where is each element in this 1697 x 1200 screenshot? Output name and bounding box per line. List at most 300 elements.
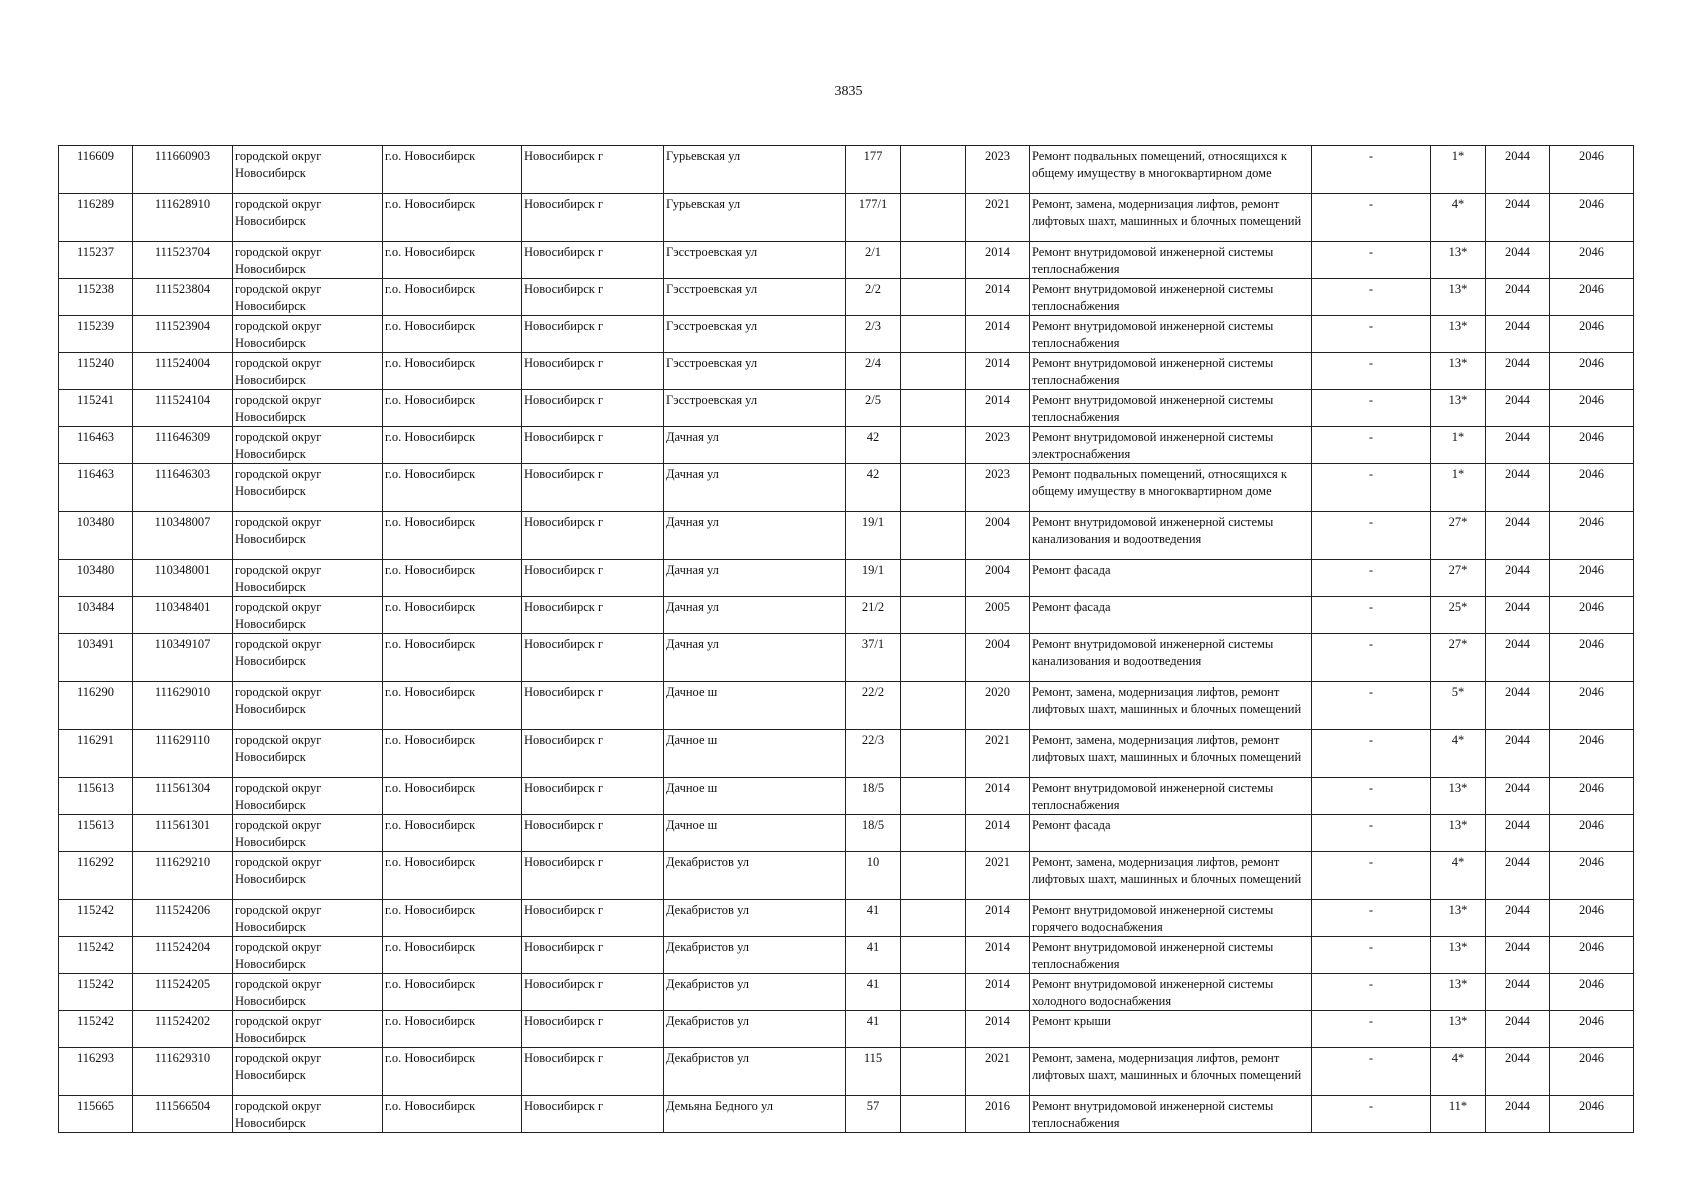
street-cell: Гурьевская ул bbox=[664, 194, 846, 242]
building-cell bbox=[901, 1048, 966, 1096]
start-year-cell: 2044 bbox=[1486, 316, 1550, 353]
house-number-cell: 37/1 bbox=[846, 634, 901, 682]
end-year-cell: 2046 bbox=[1550, 464, 1634, 512]
extra-cell: - bbox=[1312, 194, 1431, 242]
city-cell: Новосибирск г bbox=[522, 852, 664, 900]
city-cell: Новосибирск г bbox=[522, 900, 664, 937]
extra-cell: - bbox=[1312, 974, 1431, 1011]
municipality-cell: городской округ Новосибирск bbox=[233, 730, 383, 778]
end-year-cell: 2046 bbox=[1550, 682, 1634, 730]
district-cell: г.о. Новосибирск bbox=[383, 597, 522, 634]
year-cell: 2014 bbox=[966, 316, 1030, 353]
house-number-cell: 42 bbox=[846, 427, 901, 464]
work-id-cell: 111660903 bbox=[133, 146, 233, 194]
house-id-cell: 115240 bbox=[59, 353, 133, 390]
work-type-cell: Ремонт внутридомовой инженерной системы теплоснабжения bbox=[1030, 390, 1312, 427]
extra-cell: - bbox=[1312, 279, 1431, 316]
street-cell: Гурьевская ул bbox=[664, 146, 846, 194]
district-cell: г.о. Новосибирск bbox=[383, 146, 522, 194]
start-year-cell: 2044 bbox=[1486, 146, 1550, 194]
building-cell bbox=[901, 242, 966, 279]
end-year-cell: 2046 bbox=[1550, 778, 1634, 815]
building-cell bbox=[901, 778, 966, 815]
work-id-cell: 111524204 bbox=[133, 937, 233, 974]
district-cell: г.о. Новосибирск bbox=[383, 778, 522, 815]
house-number-cell: 2/2 bbox=[846, 279, 901, 316]
house-number-cell: 18/5 bbox=[846, 815, 901, 852]
extra-cell: - bbox=[1312, 242, 1431, 279]
building-cell bbox=[901, 146, 966, 194]
building-cell bbox=[901, 316, 966, 353]
work-id-cell: 110349107 bbox=[133, 634, 233, 682]
table-row bbox=[59, 634, 1634, 682]
city-cell: Новосибирск г bbox=[522, 194, 664, 242]
house-id-cell: 115237 bbox=[59, 242, 133, 279]
street-cell: Демьяна Бедного ул bbox=[664, 1096, 846, 1133]
building-cell bbox=[901, 560, 966, 597]
city-cell: Новосибирск г bbox=[522, 464, 664, 512]
year-cell: 2004 bbox=[966, 634, 1030, 682]
house-number-cell: 2/5 bbox=[846, 390, 901, 427]
work-type-cell: Ремонт внутридомовой инженерной системы теплоснабжения bbox=[1030, 353, 1312, 390]
building-cell bbox=[901, 900, 966, 937]
city-cell: Новосибирск г bbox=[522, 1011, 664, 1048]
house-id-cell: 115239 bbox=[59, 316, 133, 353]
municipality-cell: городской округ Новосибирск bbox=[233, 1048, 383, 1096]
city-cell: Новосибирск г bbox=[522, 778, 664, 815]
house-id-cell: 115238 bbox=[59, 279, 133, 316]
building-cell bbox=[901, 427, 966, 464]
street-cell: Гэсстроевская ул bbox=[664, 316, 846, 353]
end-year-cell: 2046 bbox=[1550, 242, 1634, 279]
house-id-cell: 115242 bbox=[59, 937, 133, 974]
house-number-cell: 41 bbox=[846, 974, 901, 1011]
registry-table bbox=[58, 145, 1634, 1133]
district-cell: г.о. Новосибирск bbox=[383, 634, 522, 682]
house-number-cell: 22/2 bbox=[846, 682, 901, 730]
table-row bbox=[59, 194, 1634, 242]
municipality-cell: городской округ Новосибирск bbox=[233, 427, 383, 464]
extra-cell: - bbox=[1312, 852, 1431, 900]
work-type-cell: Ремонт внутридомовой инженерной системы теплоснабжения bbox=[1030, 316, 1312, 353]
district-cell: г.о. Новосибирск bbox=[383, 682, 522, 730]
extra-cell: - bbox=[1312, 815, 1431, 852]
start-year-cell: 2044 bbox=[1486, 974, 1550, 1011]
street-cell: Декабристов ул bbox=[664, 852, 846, 900]
municipality-cell: городской округ Новосибирск bbox=[233, 900, 383, 937]
extra-cell: - bbox=[1312, 937, 1431, 974]
year-cell: 2014 bbox=[966, 353, 1030, 390]
priority-cell: 13* bbox=[1431, 937, 1486, 974]
house-id-cell: 115241 bbox=[59, 390, 133, 427]
table-row bbox=[59, 512, 1634, 560]
house-id-cell: 116291 bbox=[59, 730, 133, 778]
table-row bbox=[59, 390, 1634, 427]
building-cell bbox=[901, 464, 966, 512]
work-type-cell: Ремонт внутридомовой инженерной системы теплоснабжения bbox=[1030, 937, 1312, 974]
district-cell: г.о. Новосибирск bbox=[383, 194, 522, 242]
house-number-cell: 2/1 bbox=[846, 242, 901, 279]
priority-cell: 4* bbox=[1431, 852, 1486, 900]
table-row bbox=[59, 560, 1634, 597]
street-cell: Гэсстроевская ул bbox=[664, 353, 846, 390]
end-year-cell: 2046 bbox=[1550, 194, 1634, 242]
work-id-cell: 111524004 bbox=[133, 353, 233, 390]
year-cell: 2014 bbox=[966, 279, 1030, 316]
year-cell: 2014 bbox=[966, 937, 1030, 974]
municipality-cell: городской округ Новосибирск bbox=[233, 353, 383, 390]
priority-cell: 13* bbox=[1431, 778, 1486, 815]
end-year-cell: 2046 bbox=[1550, 730, 1634, 778]
start-year-cell: 2044 bbox=[1486, 1096, 1550, 1133]
house-number-cell: 42 bbox=[846, 464, 901, 512]
city-cell: Новосибирск г bbox=[522, 242, 664, 279]
district-cell: г.о. Новосибирск bbox=[383, 390, 522, 427]
district-cell: г.о. Новосибирск bbox=[383, 730, 522, 778]
municipality-cell: городской округ Новосибирск bbox=[233, 682, 383, 730]
extra-cell: - bbox=[1312, 778, 1431, 815]
end-year-cell: 2046 bbox=[1550, 852, 1634, 900]
start-year-cell: 2044 bbox=[1486, 815, 1550, 852]
building-cell bbox=[901, 194, 966, 242]
house-number-cell: 41 bbox=[846, 1011, 901, 1048]
building-cell bbox=[901, 279, 966, 316]
extra-cell: - bbox=[1312, 464, 1431, 512]
year-cell: 2023 bbox=[966, 427, 1030, 464]
building-cell bbox=[901, 682, 966, 730]
extra-cell: - bbox=[1312, 560, 1431, 597]
priority-cell: 13* bbox=[1431, 316, 1486, 353]
work-type-cell: Ремонт внутридомовой инженерной системы теплоснабжения bbox=[1030, 242, 1312, 279]
district-cell: г.о. Новосибирск bbox=[383, 242, 522, 279]
city-cell: Новосибирск г bbox=[522, 279, 664, 316]
end-year-cell: 2046 bbox=[1550, 390, 1634, 427]
table-row bbox=[59, 730, 1634, 778]
city-cell: Новосибирск г bbox=[522, 682, 664, 730]
house-id-cell: 103480 bbox=[59, 512, 133, 560]
year-cell: 2016 bbox=[966, 1096, 1030, 1133]
district-cell: г.о. Новосибирск bbox=[383, 560, 522, 597]
extra-cell: - bbox=[1312, 1048, 1431, 1096]
street-cell: Гэсстроевская ул bbox=[664, 390, 846, 427]
priority-cell: 13* bbox=[1431, 242, 1486, 279]
priority-cell: 27* bbox=[1431, 560, 1486, 597]
city-cell: Новосибирск г bbox=[522, 730, 664, 778]
end-year-cell: 2046 bbox=[1550, 815, 1634, 852]
table-row bbox=[59, 1096, 1634, 1133]
house-number-cell: 21/2 bbox=[846, 597, 901, 634]
priority-cell: 13* bbox=[1431, 900, 1486, 937]
building-cell bbox=[901, 390, 966, 427]
table-row bbox=[59, 815, 1634, 852]
street-cell: Дачная ул bbox=[664, 597, 846, 634]
extra-cell: - bbox=[1312, 146, 1431, 194]
house-number-cell: 41 bbox=[846, 937, 901, 974]
extra-cell: - bbox=[1312, 730, 1431, 778]
start-year-cell: 2044 bbox=[1486, 900, 1550, 937]
start-year-cell: 2044 bbox=[1486, 427, 1550, 464]
start-year-cell: 2044 bbox=[1486, 778, 1550, 815]
city-cell: Новосибирск г bbox=[522, 390, 664, 427]
extra-cell: - bbox=[1312, 1096, 1431, 1133]
year-cell: 2014 bbox=[966, 778, 1030, 815]
end-year-cell: 2046 bbox=[1550, 512, 1634, 560]
year-cell: 2014 bbox=[966, 1011, 1030, 1048]
work-id-cell: 111561304 bbox=[133, 778, 233, 815]
priority-cell: 11* bbox=[1431, 1096, 1486, 1133]
work-id-cell: 111523704 bbox=[133, 242, 233, 279]
work-id-cell: 111629110 bbox=[133, 730, 233, 778]
city-cell: Новосибирск г bbox=[522, 512, 664, 560]
house-id-cell: 103480 bbox=[59, 560, 133, 597]
priority-cell: 4* bbox=[1431, 194, 1486, 242]
work-type-cell: Ремонт внутридомовой инженерной системы холодного водоснабжения bbox=[1030, 974, 1312, 1011]
municipality-cell: городской округ Новосибирск bbox=[233, 242, 383, 279]
municipality-cell: городской округ Новосибирск bbox=[233, 937, 383, 974]
year-cell: 2021 bbox=[966, 852, 1030, 900]
house-number-cell: 18/5 bbox=[846, 778, 901, 815]
start-year-cell: 2044 bbox=[1486, 1048, 1550, 1096]
work-type-cell: Ремонт, замена, модернизация лифтов, ремонт лифтовых шахт, машинных и блочных помещений bbox=[1030, 194, 1312, 242]
extra-cell: - bbox=[1312, 390, 1431, 427]
work-type-cell: Ремонт подвальных помещений, относящихся к общему имуществу в многоквартирном доме bbox=[1030, 464, 1312, 512]
start-year-cell: 2044 bbox=[1486, 242, 1550, 279]
house-id-cell: 115242 bbox=[59, 974, 133, 1011]
city-cell: Новосибирск г bbox=[522, 1048, 664, 1096]
priority-cell: 13* bbox=[1431, 353, 1486, 390]
street-cell: Декабристов ул bbox=[664, 974, 846, 1011]
start-year-cell: 2044 bbox=[1486, 852, 1550, 900]
extra-cell: - bbox=[1312, 353, 1431, 390]
building-cell bbox=[901, 815, 966, 852]
end-year-cell: 2046 bbox=[1550, 634, 1634, 682]
year-cell: 2004 bbox=[966, 512, 1030, 560]
work-id-cell: 110348401 bbox=[133, 597, 233, 634]
end-year-cell: 2046 bbox=[1550, 279, 1634, 316]
priority-cell: 1* bbox=[1431, 427, 1486, 464]
year-cell: 2020 bbox=[966, 682, 1030, 730]
work-id-cell: 111561301 bbox=[133, 815, 233, 852]
year-cell: 2014 bbox=[966, 815, 1030, 852]
house-id-cell: 116290 bbox=[59, 682, 133, 730]
end-year-cell: 2046 bbox=[1550, 316, 1634, 353]
house-id-cell: 115665 bbox=[59, 1096, 133, 1133]
municipality-cell: городской округ Новосибирск bbox=[233, 316, 383, 353]
district-cell: г.о. Новосибирск bbox=[383, 900, 522, 937]
table-row bbox=[59, 427, 1634, 464]
work-type-cell: Ремонт, замена, модернизация лифтов, ремонт лифтовых шахт, машинных и блочных помещений bbox=[1030, 682, 1312, 730]
priority-cell: 13* bbox=[1431, 815, 1486, 852]
building-cell bbox=[901, 730, 966, 778]
district-cell: г.о. Новосибирск bbox=[383, 974, 522, 1011]
work-type-cell: Ремонт внутридомовой инженерной системы канализования и водоотведения bbox=[1030, 634, 1312, 682]
district-cell: г.о. Новосибирск bbox=[383, 1011, 522, 1048]
year-cell: 2023 bbox=[966, 146, 1030, 194]
work-id-cell: 111523904 bbox=[133, 316, 233, 353]
end-year-cell: 2046 bbox=[1550, 353, 1634, 390]
extra-cell: - bbox=[1312, 1011, 1431, 1048]
street-cell: Дачная ул bbox=[664, 464, 846, 512]
district-cell: г.о. Новосибирск bbox=[383, 512, 522, 560]
page-number: 3835 bbox=[834, 84, 863, 99]
work-type-cell: Ремонт внутридомовой инженерной системы теплоснабжения bbox=[1030, 1096, 1312, 1133]
street-cell: Гэсстроевская ул bbox=[664, 279, 846, 316]
work-id-cell: 111628910 bbox=[133, 194, 233, 242]
municipality-cell: городской округ Новосибирск bbox=[233, 464, 383, 512]
municipality-cell: городской округ Новосибирск bbox=[233, 815, 383, 852]
work-id-cell: 111629310 bbox=[133, 1048, 233, 1096]
work-id-cell: 111524104 bbox=[133, 390, 233, 427]
priority-cell: 27* bbox=[1431, 512, 1486, 560]
house-number-cell: 177/1 bbox=[846, 194, 901, 242]
work-type-cell: Ремонт, замена, модернизация лифтов, ремонт лифтовых шахт, машинных и блочных помещений bbox=[1030, 1048, 1312, 1096]
end-year-cell: 2046 bbox=[1550, 900, 1634, 937]
extra-cell: - bbox=[1312, 316, 1431, 353]
district-cell: г.о. Новосибирск bbox=[383, 464, 522, 512]
building-cell bbox=[901, 974, 966, 1011]
city-cell: Новосибирск г bbox=[522, 316, 664, 353]
work-type-cell: Ремонт фасада bbox=[1030, 560, 1312, 597]
house-number-cell: 2/4 bbox=[846, 353, 901, 390]
city-cell: Новосибирск г bbox=[522, 937, 664, 974]
work-type-cell: Ремонт подвальных помещений, относящихся к общему имуществу в многоквартирном доме bbox=[1030, 146, 1312, 194]
municipality-cell: городской округ Новосибирск bbox=[233, 852, 383, 900]
table-row bbox=[59, 937, 1634, 974]
municipality-cell: городской округ Новосибирск bbox=[233, 390, 383, 427]
house-id-cell: 103491 bbox=[59, 634, 133, 682]
start-year-cell: 2044 bbox=[1486, 682, 1550, 730]
priority-cell: 27* bbox=[1431, 634, 1486, 682]
house-id-cell: 116292 bbox=[59, 852, 133, 900]
district-cell: г.о. Новосибирск bbox=[383, 1096, 522, 1133]
house-id-cell: 115242 bbox=[59, 1011, 133, 1048]
end-year-cell: 2046 bbox=[1550, 1048, 1634, 1096]
extra-cell: - bbox=[1312, 634, 1431, 682]
street-cell: Дачное ш bbox=[664, 778, 846, 815]
district-cell: г.о. Новосибирск bbox=[383, 1048, 522, 1096]
district-cell: г.о. Новосибирск bbox=[383, 937, 522, 974]
building-cell bbox=[901, 597, 966, 634]
priority-cell: 1* bbox=[1431, 146, 1486, 194]
start-year-cell: 2044 bbox=[1486, 512, 1550, 560]
municipality-cell: городской округ Новосибирск bbox=[233, 560, 383, 597]
street-cell: Гэсстроевская ул bbox=[664, 242, 846, 279]
start-year-cell: 2044 bbox=[1486, 597, 1550, 634]
building-cell bbox=[901, 353, 966, 390]
year-cell: 2014 bbox=[966, 242, 1030, 279]
table-row bbox=[59, 279, 1634, 316]
house-number-cell: 115 bbox=[846, 1048, 901, 1096]
house-id-cell: 116463 bbox=[59, 427, 133, 464]
building-cell bbox=[901, 852, 966, 900]
work-type-cell: Ремонт внутридомовой инженерной системы теплоснабжения bbox=[1030, 778, 1312, 815]
work-type-cell: Ремонт, замена, модернизация лифтов, ремонт лифтовых шахт, машинных и блочных помещений bbox=[1030, 852, 1312, 900]
street-cell: Дачная ул bbox=[664, 634, 846, 682]
city-cell: Новосибирск г bbox=[522, 146, 664, 194]
house-id-cell: 116463 bbox=[59, 464, 133, 512]
work-id-cell: 110348007 bbox=[133, 512, 233, 560]
city-cell: Новосибирск г bbox=[522, 634, 664, 682]
end-year-cell: 2046 bbox=[1550, 974, 1634, 1011]
municipality-cell: городской округ Новосибирск bbox=[233, 634, 383, 682]
house-number-cell: 10 bbox=[846, 852, 901, 900]
street-cell: Дачная ул bbox=[664, 560, 846, 597]
street-cell: Декабристов ул bbox=[664, 1011, 846, 1048]
table-row bbox=[59, 316, 1634, 353]
table-row bbox=[59, 852, 1634, 900]
end-year-cell: 2046 bbox=[1550, 560, 1634, 597]
start-year-cell: 2044 bbox=[1486, 634, 1550, 682]
table-row bbox=[59, 597, 1634, 634]
work-id-cell: 111629010 bbox=[133, 682, 233, 730]
street-cell: Декабристов ул bbox=[664, 937, 846, 974]
year-cell: 2014 bbox=[966, 900, 1030, 937]
work-type-cell: Ремонт фасада bbox=[1030, 815, 1312, 852]
extra-cell: - bbox=[1312, 682, 1431, 730]
priority-cell: 4* bbox=[1431, 730, 1486, 778]
work-type-cell: Ремонт крыши bbox=[1030, 1011, 1312, 1048]
year-cell: 2005 bbox=[966, 597, 1030, 634]
municipality-cell: городской округ Новосибирск bbox=[233, 146, 383, 194]
house-number-cell: 19/1 bbox=[846, 560, 901, 597]
street-cell: Декабристов ул bbox=[664, 1048, 846, 1096]
priority-cell: 13* bbox=[1431, 974, 1486, 1011]
start-year-cell: 2044 bbox=[1486, 464, 1550, 512]
year-cell: 2021 bbox=[966, 730, 1030, 778]
work-id-cell: 111524205 bbox=[133, 974, 233, 1011]
street-cell: Дачное ш bbox=[664, 682, 846, 730]
extra-cell: - bbox=[1312, 427, 1431, 464]
work-type-cell: Ремонт внутридомовой инженерной системы канализования и водоотведения bbox=[1030, 512, 1312, 560]
municipality-cell: городской округ Новосибирск bbox=[233, 194, 383, 242]
street-cell: Дачное ш bbox=[664, 815, 846, 852]
municipality-cell: городской округ Новосибирск bbox=[233, 597, 383, 634]
work-type-cell: Ремонт внутридомовой инженерной системы электроснабжения bbox=[1030, 427, 1312, 464]
table-row bbox=[59, 1048, 1634, 1096]
city-cell: Новосибирск г bbox=[522, 427, 664, 464]
house-id-cell: 116289 bbox=[59, 194, 133, 242]
year-cell: 2021 bbox=[966, 1048, 1030, 1096]
municipality-cell: городской округ Новосибирск bbox=[233, 512, 383, 560]
house-number-cell: 41 bbox=[846, 900, 901, 937]
end-year-cell: 2046 bbox=[1550, 1096, 1634, 1133]
start-year-cell: 2044 bbox=[1486, 730, 1550, 778]
district-cell: г.о. Новосибирск bbox=[383, 316, 522, 353]
work-id-cell: 111524202 bbox=[133, 1011, 233, 1048]
municipality-cell: городской округ Новосибирск bbox=[233, 778, 383, 815]
work-type-cell: Ремонт, замена, модернизация лифтов, ремонт лифтовых шахт, машинных и блочных помещений bbox=[1030, 730, 1312, 778]
district-cell: г.о. Новосибирск bbox=[383, 815, 522, 852]
year-cell: 2004 bbox=[966, 560, 1030, 597]
city-cell: Новосибирск г bbox=[522, 815, 664, 852]
district-cell: г.о. Новосибирск bbox=[383, 353, 522, 390]
house-number-cell: 22/3 bbox=[846, 730, 901, 778]
year-cell: 2014 bbox=[966, 974, 1030, 1011]
extra-cell: - bbox=[1312, 597, 1431, 634]
work-type-cell: Ремонт фасада bbox=[1030, 597, 1312, 634]
building-cell bbox=[901, 1011, 966, 1048]
municipality-cell: городской округ Новосибирск bbox=[233, 974, 383, 1011]
street-cell: Дачное ш bbox=[664, 730, 846, 778]
extra-cell: - bbox=[1312, 512, 1431, 560]
work-id-cell: 111523804 bbox=[133, 279, 233, 316]
work-id-cell: 111629210 bbox=[133, 852, 233, 900]
table-row bbox=[59, 464, 1634, 512]
priority-cell: 4* bbox=[1431, 1048, 1486, 1096]
municipality-cell: городской округ Новосибирск bbox=[233, 279, 383, 316]
priority-cell: 5* bbox=[1431, 682, 1486, 730]
work-type-cell: Ремонт внутридомовой инженерной системы теплоснабжения bbox=[1030, 279, 1312, 316]
